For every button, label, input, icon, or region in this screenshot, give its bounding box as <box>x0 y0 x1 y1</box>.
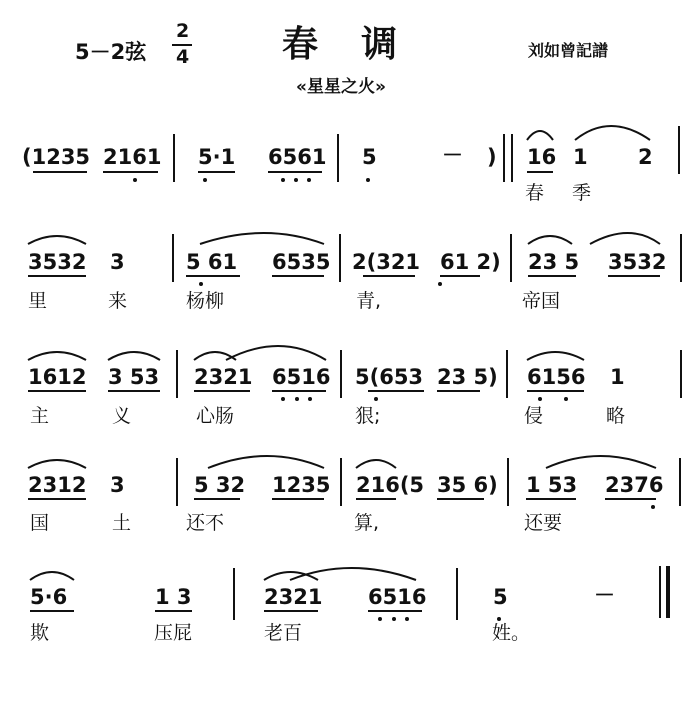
note-group: 23 5) <box>437 365 498 389</box>
note-group: (1235 <box>22 145 91 169</box>
note-group: 6535 <box>272 250 331 274</box>
note-group: 5 <box>493 585 508 609</box>
note-group: 5 61 <box>186 250 238 274</box>
note-group: 3532 <box>28 250 87 274</box>
lyric: 还不 <box>186 512 225 534</box>
lyric: 主 <box>30 405 50 427</box>
note-group: 5·6 <box>30 585 68 609</box>
time-signature-bottom: 4 <box>176 46 190 68</box>
lyric: 心肠 <box>196 405 235 427</box>
lyric: 算, <box>354 512 380 534</box>
key-signature: 5－2弦 <box>75 40 147 64</box>
note-group: 3532 <box>608 250 667 274</box>
note-group: 6156 <box>527 365 586 389</box>
lyric: 土 <box>112 512 132 534</box>
note-group: － <box>442 143 463 167</box>
lyric: 季 <box>572 182 592 204</box>
note-group: 3 <box>110 250 125 274</box>
note-group: － <box>594 583 615 607</box>
note-group: 1 <box>573 145 588 169</box>
note-group: 1 3 <box>155 585 192 609</box>
note-group: 2(321 <box>352 250 421 274</box>
lyric: 青, <box>356 290 382 312</box>
note-group: 2321 <box>264 585 323 609</box>
lyric: 杨柳 <box>186 290 225 312</box>
note-group: 1235 <box>272 473 331 497</box>
note-group: 3 <box>110 473 125 497</box>
lyric: 国 <box>30 512 50 534</box>
lyric: 里 <box>28 290 48 312</box>
note-group: 2312 <box>28 473 87 497</box>
note-group: 5(653 <box>355 365 424 389</box>
note-group: 2376 <box>605 473 664 497</box>
note-group: ) <box>487 145 497 169</box>
lyric: 压屁 <box>154 622 193 644</box>
lyric: 老百 <box>264 622 303 644</box>
time-signature-top: 2 <box>176 20 190 42</box>
note-group: 5 <box>362 145 377 169</box>
lyric: 来 <box>108 290 128 312</box>
note-group: 35 6) <box>437 473 498 497</box>
note-group: 6516 <box>368 585 427 609</box>
song-subtitle: «星星之火» <box>296 77 386 97</box>
note-group: 1 <box>610 365 625 389</box>
note-group: 61 2) <box>440 250 501 274</box>
lyric: 还要 <box>524 512 563 534</box>
lyric: 狠; <box>355 405 381 427</box>
lyric: 春 <box>525 182 545 204</box>
note-group: 1 53 <box>526 473 578 497</box>
note-group: 216(5 <box>356 473 425 497</box>
song-title: 春 调 <box>282 23 404 65</box>
note-group: 6516 <box>272 365 331 389</box>
transcriber-credit: 刘如曾記譜 <box>528 41 609 60</box>
note-group: 3 53 <box>108 365 160 389</box>
lyric: 义 <box>112 405 132 427</box>
note-group: 2161 <box>103 145 162 169</box>
note-group: 5·1 <box>198 145 236 169</box>
note-group: 23 5 <box>528 250 580 274</box>
note-group: 16 <box>527 145 557 169</box>
note-group: 2 <box>638 145 653 169</box>
lyric: 欺 <box>30 622 50 644</box>
lyric: 姓。 <box>492 622 531 644</box>
lyric: 帝国 <box>522 290 561 312</box>
lyric: 略 <box>606 405 626 427</box>
note-group: 2321 <box>194 365 253 389</box>
note-group: 5 32 <box>194 473 246 497</box>
note-group: 1612 <box>28 365 87 389</box>
note-group: 6561 <box>268 145 327 169</box>
lyric: 侵 <box>524 405 544 427</box>
